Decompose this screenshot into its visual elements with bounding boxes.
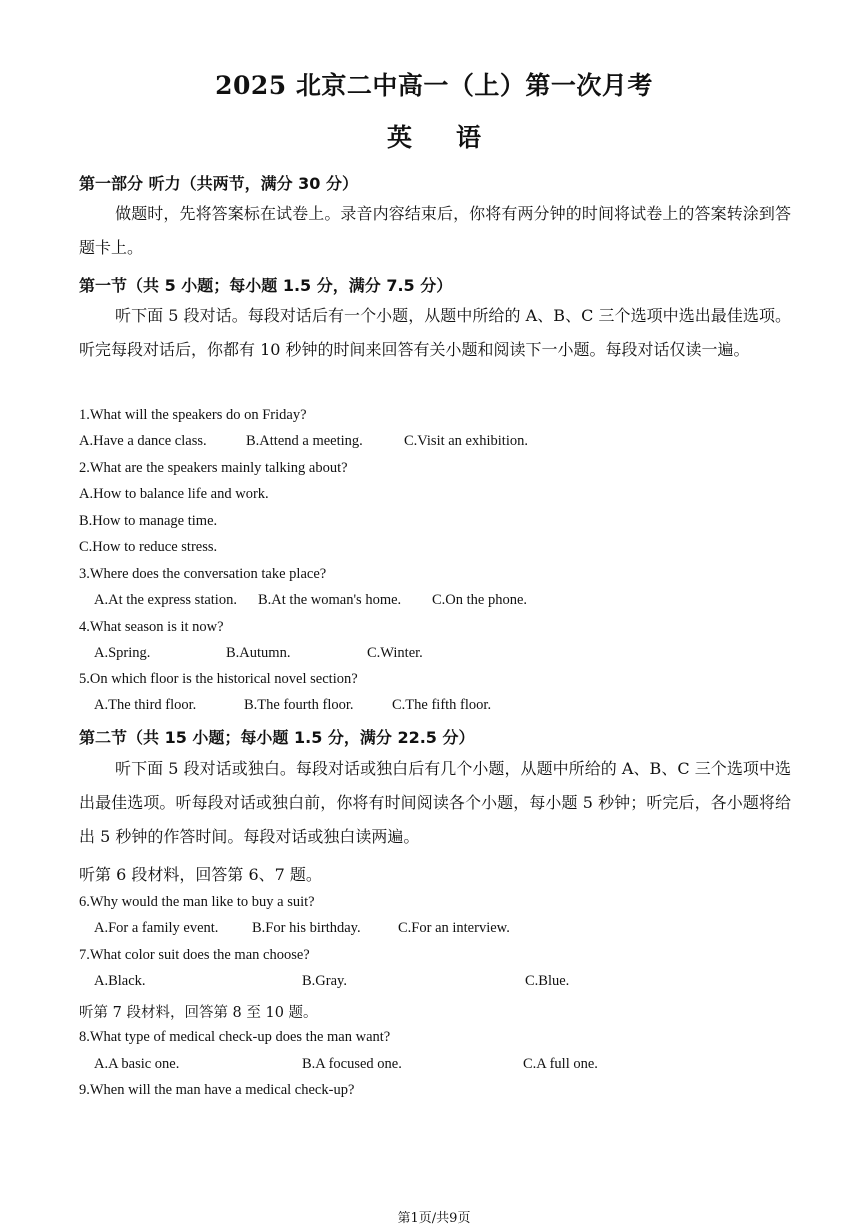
page-footer: 第1页/共9页	[397, 1211, 471, 1226]
part1-heading: 第一部分 听力（共两节，满分 30 分）	[79, 174, 358, 193]
q6-option-b: B.For his birthday.	[252, 920, 361, 936]
section2-heading: 第二节（共 15 小题；每小题 1.5 分，满分 22.5 分）	[79, 728, 475, 747]
q2-option-b: B.How to manage time.	[79, 513, 218, 529]
question-9: 9.When will the man have a medical check-up?	[79, 1082, 355, 1098]
q3-option-c: C.On the phone.	[432, 592, 528, 608]
exam-title: 2025 北京二中高一（上）第一次月考	[215, 71, 653, 100]
q4-option-a: A.Spring.	[94, 645, 151, 661]
q8-option-c: C.A full one.	[523, 1056, 598, 1072]
question-3: 3.Where does the conversation take place?	[79, 566, 327, 582]
question-7: 7.What color suit does the man choose?	[79, 947, 310, 963]
section1-heading: 第一节（共 5 小题；每小题 1.5 分，满分 7.5 分）	[79, 276, 453, 295]
q6-option-c: C.For an interview.	[398, 920, 510, 936]
section2-intro-text: 听下面 5 段对话或独白。每段对话或独白后有几个小题，从题中所给的 A、B、C 三个选项中选出最佳选项。听每段对话或独白前，你将有时间阅读各个小题，每小题 5 秒钟；听完后，各小题将给出 5 秒钟的作答时间。每段对话或独白读两遍。	[79, 759, 791, 846]
q8-option-a: A.A basic one.	[94, 1056, 180, 1072]
question-8: 8.What type of medical check-up does the man want?	[79, 1029, 391, 1045]
q8-option-b: B.A focused one.	[302, 1056, 402, 1072]
q6-option-a: A.For a family event.	[94, 920, 219, 936]
question-4: 4.What season is it now?	[79, 619, 224, 635]
question-6: 6.Why would the man like to buy a suit?	[79, 894, 315, 910]
material-7-instruction: 听第 7 段材料，回答第 8 至 10 题。	[79, 1005, 318, 1021]
q4-option-c: C.Winter.	[367, 645, 423, 661]
part1-intro-text: 做题时，先将答案标在试卷上。录音内容结束后，你将有两分钟的时间将试卷上的答案转涂到答题卡上。	[79, 204, 791, 257]
q1-option-c: C.Visit an exhibition.	[404, 433, 528, 449]
part1-intro	[79, 197, 791, 265]
question-5: 5.On which floor is the historical novel section?	[79, 671, 358, 687]
q5-option-a: A.The third floor.	[94, 697, 197, 713]
q1-option-a: A.Have a dance class.	[79, 433, 207, 449]
q2-option-c: C.How to reduce stress.	[79, 539, 218, 555]
q4-option-b: B.Autumn.	[226, 645, 291, 661]
question-1: 1.What will the speakers do on Friday?	[79, 407, 307, 423]
section1-intro-text: 听下面 5 段对话。每段对话后有一个小题，从题中所给的 A、B、C 三个选项中选出最佳选项。听完每段对话后，你都有 10 秒钟的时间来回答有关小题和阅读下一小题。每段对话仅读一遍。	[79, 306, 791, 359]
q3-option-b: B.At the woman's home.	[258, 592, 402, 608]
section2-intro	[79, 752, 791, 854]
q1-option-b: B.Attend a meeting.	[246, 433, 363, 449]
q5-option-c: C.The fifth floor.	[392, 697, 492, 713]
material-6-instruction: 听第 6 段材料，回答第 6、7 题。	[79, 865, 322, 884]
q5-option-b: B.The fourth floor.	[244, 697, 354, 713]
q3-option-a: A.At the express station.	[94, 592, 237, 608]
q7-option-a: A.Black.	[94, 973, 146, 989]
q7-option-c: C.Blue.	[525, 973, 570, 989]
section1-intro	[79, 299, 791, 367]
question-2: 2.What are the speakers mainly talking about?	[79, 460, 348, 476]
subject-title: 英语	[386, 123, 525, 152]
q7-option-b: B.Gray.	[302, 973, 347, 989]
q2-option-a: A.How to balance life and work.	[79, 486, 269, 502]
